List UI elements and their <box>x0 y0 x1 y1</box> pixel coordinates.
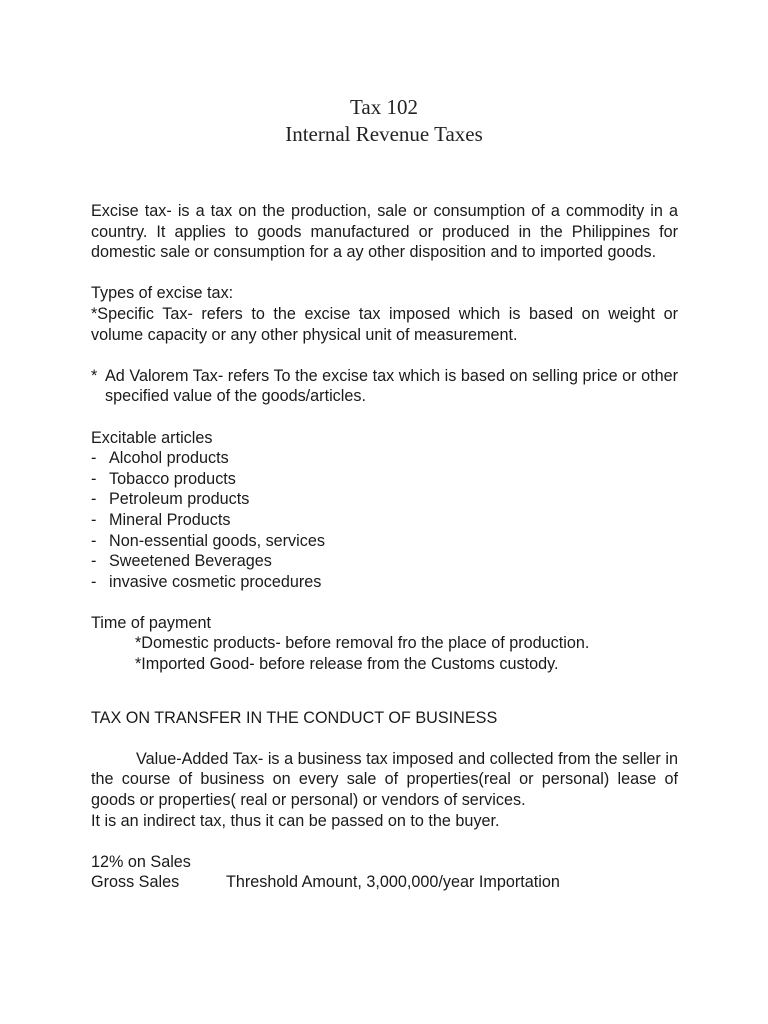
list-item <box>91 448 678 469</box>
transfer-tax-heading: TAX ON TRANSFER IN THE CONDUCT OF BUSINESS <box>91 708 498 727</box>
ad-valorem-marker: * <box>91 366 98 385</box>
document-title <box>0 94 768 148</box>
list-item <box>91 469 678 490</box>
dash-bullet: - <box>91 531 97 550</box>
topic-title: Internal Revenue Taxes <box>285 122 483 146</box>
dash-bullet: - <box>91 490 97 509</box>
threshold-row <box>91 872 678 893</box>
list-item-label: Petroleum products <box>109 490 250 509</box>
list-item <box>91 489 678 510</box>
document-body <box>91 201 678 893</box>
list-item-label: Sweetened Beverages <box>109 552 272 571</box>
dash-bullet: - <box>91 469 97 488</box>
list-item-label: Mineral Products <box>109 510 231 529</box>
list-item-label: invasive cosmetic procedures <box>109 572 322 591</box>
dash-bullet: - <box>91 552 97 571</box>
course-title: Tax 102 <box>350 95 418 119</box>
section-spacer <box>91 675 678 708</box>
list-item <box>91 551 678 572</box>
vat-section <box>91 749 678 831</box>
gross-sales-label: Gross Sales <box>91 873 180 892</box>
dash-bullet: - <box>91 449 97 468</box>
domestic-products-payment: *Domestic products- before removal fro the place of production. <box>135 634 590 653</box>
excisable-articles-list <box>91 448 678 592</box>
threshold-amount: Threshold Amount, 3,000,000/year Importation <box>226 873 560 892</box>
list-item <box>91 572 678 593</box>
excise-types-section <box>91 283 678 345</box>
ad-valorem-tax-definition <box>91 366 678 407</box>
list-item <box>91 531 678 552</box>
specific-tax-definition: *Specific Tax- refers to the excise tax imposed which is based on weight or volume capacity or any other physical unit of measurement. <box>91 304 678 344</box>
vat-definition: Value-Added Tax- is a business tax imposed and collected from the seller in the course of business on every sale of properties(real or personal) lease of goods or properties( real or personal) or vendors of services. <box>91 749 678 810</box>
excisable-articles-heading: Excitable articles <box>91 428 213 447</box>
list-item-label: Alcohol products <box>109 449 229 468</box>
excisable-articles-section <box>91 428 678 593</box>
dash-bullet: - <box>91 510 97 529</box>
time-of-payment-section <box>91 613 678 675</box>
vat-rate: 12% on Sales <box>91 852 191 871</box>
time-of-payment-heading: Time of payment <box>91 613 211 632</box>
excise-types-heading: Types of excise tax: <box>91 284 234 303</box>
imported-goods-payment: *Imported Good- before release from the Customs custody. <box>135 655 559 674</box>
list-item-label: Non-essential goods, services <box>109 531 325 550</box>
vat-rates-section <box>91 852 678 893</box>
vat-indirect-note: It is an indirect tax, thus it can be passed on to the buyer. <box>91 811 500 830</box>
dash-bullet: - <box>91 572 97 591</box>
list-item <box>91 510 678 531</box>
excise-definition: Excise tax- is a tax on the production, sale or consumption of a commodity in a country. It applies to goods manufactured or produced in the Philippines for domestic sale or consumption for a ay other disposition and to imported goods. <box>91 202 678 262</box>
ad-valorem-text: Ad Valorem Tax- refers To the excise tax which is based on selling price or other specified value of the goods/articles. <box>105 366 678 406</box>
list-item-label: Tobacco products <box>109 469 236 488</box>
